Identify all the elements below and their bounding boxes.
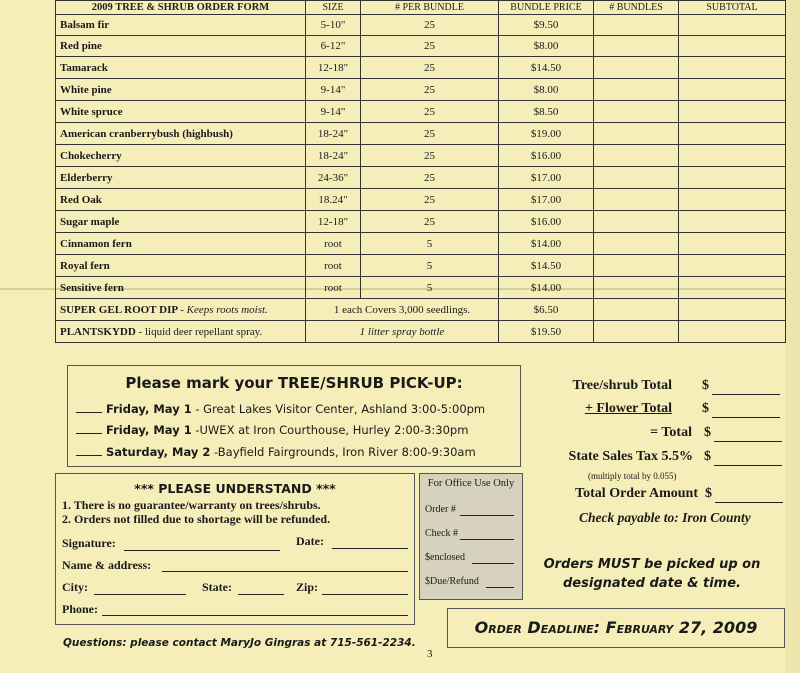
spray-qty: 1 litter spray bottle: [306, 321, 499, 343]
item-price: $16.00: [499, 145, 594, 167]
item-name: Sensitive fern: [56, 277, 306, 299]
subtotal-cell[interactable]: [679, 233, 786, 255]
subtotal-cell[interactable]: [679, 277, 786, 299]
pickup-place: - Great Lakes Visitor Center, Ashland 3:00-5:00pm: [191, 402, 486, 416]
bundles-cell[interactable]: [594, 167, 679, 189]
office-order-label: Order #: [425, 504, 456, 515]
item-size: 9-14": [306, 101, 361, 123]
table-row: [56, 233, 786, 255]
item-per-bundle: 25: [361, 36, 499, 57]
item-price: $17.00: [499, 189, 594, 211]
item-size: 5-10": [306, 15, 361, 36]
item-size: 18.24": [306, 189, 361, 211]
date-label: Date:: [296, 534, 324, 548]
signature-label: Signature:: [62, 536, 116, 550]
spray-name: PLANTSKYDD: [60, 325, 136, 338]
item-per-bundle: 25: [361, 79, 499, 101]
notice-line-1: Orders MUST be picked up on: [543, 557, 761, 572]
bundles-cell[interactable]: [594, 299, 679, 321]
subtotal-cell[interactable]: [679, 123, 786, 145]
currency-symbol: $: [702, 378, 709, 393]
contact-note: Questions: please contact MaryJo Gingras at 715-561-2234.: [63, 637, 416, 649]
item-size: 12-18": [306, 211, 361, 233]
order-total-label: Total Order Amount: [575, 486, 698, 501]
spray-desc: - liquid deer repellant spray.: [138, 325, 263, 338]
pickup-checkbox[interactable]: [76, 433, 102, 434]
item-name: Red Oak: [56, 189, 306, 211]
pickup-option[interactable]: [76, 423, 468, 437]
header-bundles: # BUNDLES: [594, 1, 679, 15]
pickup-box: [67, 365, 521, 467]
pickup-place: -UWEX at Iron Courthouse, Hurley 2:00-3:30pm: [191, 423, 469, 437]
table-row-spray: [56, 321, 786, 343]
pickup-checkbox[interactable]: [76, 455, 102, 456]
item-price: $14.00: [499, 277, 594, 299]
item-size: root: [306, 233, 361, 255]
item-price: $14.50: [499, 255, 594, 277]
bundles-cell[interactable]: [594, 255, 679, 277]
item-size: 6-12": [306, 36, 361, 57]
office-due-label: $Due/Refund: [425, 576, 479, 587]
item-name: Royal fern: [56, 255, 306, 277]
office-check-label: Check #: [425, 528, 459, 539]
phone-label: Phone:: [62, 602, 98, 616]
bundles-cell[interactable]: [594, 79, 679, 101]
item-price: $8.00: [499, 36, 594, 57]
office-order-field[interactable]: [460, 515, 514, 516]
header-subtotal: SUBTOTAL: [679, 1, 786, 15]
currency-symbol: $: [702, 401, 709, 416]
currency-symbol: $: [705, 486, 712, 501]
table-row: [56, 189, 786, 211]
city-field[interactable]: [94, 594, 186, 595]
bundles-cell[interactable]: [594, 15, 679, 36]
flower-total-field[interactable]: [712, 417, 780, 418]
order-total-field[interactable]: [715, 502, 783, 503]
office-enclosed-label: $enclosed: [425, 552, 465, 563]
subtotal-cell[interactable]: [679, 145, 786, 167]
table-row: [56, 123, 786, 145]
sales-tax-field[interactable]: [714, 465, 782, 466]
header-bundle-price: BUNDLE PRICE: [499, 1, 594, 15]
phone-field[interactable]: [102, 615, 408, 616]
bundles-cell[interactable]: [594, 145, 679, 167]
item-size: root: [306, 255, 361, 277]
bundles-cell[interactable]: [594, 233, 679, 255]
item-price: $9.50: [499, 15, 594, 36]
table-row: [56, 277, 786, 299]
subtotal-cell[interactable]: [679, 167, 786, 189]
item-price: $14.00: [499, 233, 594, 255]
bundles-cell[interactable]: [594, 101, 679, 123]
item-name: American cranberrybush (highbush): [56, 123, 306, 145]
bundles-cell[interactable]: [594, 57, 679, 79]
signature-field[interactable]: [124, 550, 280, 551]
notice-line: 2. Orders not filled due to shortage will be refunded.: [62, 512, 331, 526]
pickup-title: Please mark your TREE/SHRUB PICK-UP:: [125, 374, 463, 392]
state-label: State:: [202, 580, 232, 594]
subtotal-cell[interactable]: [679, 15, 786, 36]
item-per-bundle: 5: [361, 255, 499, 277]
item-per-bundle: 25: [361, 57, 499, 79]
table-row: [56, 36, 786, 57]
payable-note: Check payable to: Iron County: [579, 510, 751, 525]
pickup-option[interactable]: [76, 445, 476, 459]
name-address-field[interactable]: [162, 571, 408, 572]
item-name: White spruce: [56, 101, 306, 123]
state-field[interactable]: [238, 594, 284, 595]
gel-desc: - Keeps roots moist.: [180, 303, 268, 316]
understand-title: *** PLEASE UNDERSTAND ***: [134, 481, 336, 496]
subtotal-cell[interactable]: [679, 101, 786, 123]
bundles-cell[interactable]: [594, 123, 679, 145]
item-name: Sugar maple: [56, 211, 306, 233]
item-per-bundle: 25: [361, 123, 499, 145]
item-per-bundle: 5: [361, 233, 499, 255]
item-per-bundle: 25: [361, 189, 499, 211]
item-name: Elderberry: [56, 167, 306, 189]
spray-price: $19.50: [499, 321, 594, 343]
item-size: 12-18": [306, 57, 361, 79]
flower-total-label: + Flower Total: [584, 401, 672, 416]
item-size: root: [306, 277, 361, 299]
table-row: [56, 255, 786, 277]
subtotal-cell[interactable]: [679, 79, 786, 101]
office-title: For Office Use Only: [427, 478, 515, 489]
subtotal-cell[interactable]: [679, 321, 786, 343]
item-price: $14.50: [499, 57, 594, 79]
pickup-day: Friday, May 1: [106, 402, 192, 416]
item-name: Tamarack: [56, 57, 306, 79]
spray-item: [56, 321, 306, 343]
gel-item: [56, 299, 306, 321]
date-field[interactable]: [332, 548, 408, 549]
item-name: Balsam fir: [56, 15, 306, 36]
total-field[interactable]: [714, 441, 782, 442]
bundles-cell[interactable]: [594, 321, 679, 343]
city-label: City:: [62, 580, 88, 594]
pickup-day: Saturday, May 2: [106, 445, 211, 459]
item-per-bundle: 25: [361, 15, 499, 36]
total-label: = Total: [650, 425, 692, 440]
pickup-place: -Bayfield Fairgrounds, Iron River 8:00-9:30am: [210, 445, 476, 459]
pickup-notice: [523, 540, 781, 602]
table-row: [56, 167, 786, 189]
gel-name: SUPER GEL ROOT DIP: [60, 303, 178, 316]
zip-label: Zip:: [296, 580, 319, 594]
item-size: 24-36": [306, 167, 361, 189]
office-due-field[interactable]: [486, 587, 514, 588]
item-per-bundle: 25: [361, 211, 499, 233]
pickup-option[interactable]: [76, 402, 485, 416]
deadline-text: Order Deadline: February 27, 2009: [474, 618, 758, 637]
item-name: Chokecherry: [56, 145, 306, 167]
name-address-label: Name & address:: [62, 558, 152, 572]
order-table: [55, 0, 786, 343]
table-header-row: [56, 1, 786, 15]
item-per-bundle: 25: [361, 101, 499, 123]
office-use-box: [419, 473, 523, 600]
bundles-cell[interactable]: [594, 277, 679, 299]
sales-tax-label: State Sales Tax 5.5%: [568, 449, 693, 464]
item-name: Cinnamon fern: [56, 233, 306, 255]
item-name: White pine: [56, 79, 306, 101]
item-per-bundle: 25: [361, 167, 499, 189]
item-size: 18-24": [306, 123, 361, 145]
bundles-cell[interactable]: [594, 189, 679, 211]
subtotal-cell[interactable]: [679, 255, 786, 277]
paper-edge: [785, 0, 800, 673]
table-row: [56, 211, 786, 233]
table-row-gel: [56, 299, 786, 321]
bundles-cell[interactable]: [594, 36, 679, 57]
header-size: SIZE: [306, 1, 361, 15]
tax-note: (multiply total by 0.055): [588, 471, 677, 481]
page-number: 3: [427, 648, 433, 660]
item-price: $19.00: [499, 123, 594, 145]
pickup-checkbox[interactable]: [76, 412, 102, 413]
table-row: [56, 79, 786, 101]
item-name: Red pine: [56, 36, 306, 57]
office-enclosed-field[interactable]: [472, 563, 514, 564]
item-size: 18-24": [306, 145, 361, 167]
currency-symbol: $: [704, 425, 711, 440]
subtotal-cell[interactable]: [679, 211, 786, 233]
subtotal-cell[interactable]: [679, 36, 786, 57]
tree-shrub-total-field[interactable]: [712, 394, 780, 395]
notice-line: 1. There is no guarantee/warranty on trees/shrubs.: [62, 498, 321, 512]
table-row: [56, 101, 786, 123]
header-per-bundle: # PER BUNDLE: [361, 1, 499, 15]
office-check-field[interactable]: [460, 539, 514, 540]
zip-field[interactable]: [322, 594, 408, 595]
item-per-bundle: 5: [361, 277, 499, 299]
understand-box: [55, 473, 415, 625]
item-per-bundle: 25: [361, 145, 499, 167]
item-size: 9-14": [306, 79, 361, 101]
notice-line-2: designated date & time.: [563, 576, 741, 591]
item-price: $8.50: [499, 101, 594, 123]
header-form-title: 2009 TREE & SHRUB ORDER FORM: [56, 1, 306, 15]
tree-shrub-total-label: Tree/shrub Total: [572, 378, 672, 393]
gel-qty: 1 each Covers 3,000 seedlings.: [306, 299, 499, 321]
subtotal-cell[interactable]: [679, 299, 786, 321]
table-row: [56, 15, 786, 36]
item-price: $16.00: [499, 211, 594, 233]
subtotal-cell[interactable]: [679, 189, 786, 211]
item-price: $8.00: [499, 79, 594, 101]
table-row: [56, 145, 786, 167]
gel-price: $6.50: [499, 299, 594, 321]
subtotal-cell[interactable]: [679, 57, 786, 79]
table-row: [56, 57, 786, 79]
deadline-box: [447, 608, 785, 648]
currency-symbol: $: [704, 449, 711, 464]
pickup-day: Friday, May 1: [106, 423, 192, 437]
item-price: $17.00: [499, 167, 594, 189]
bundles-cell[interactable]: [594, 211, 679, 233]
